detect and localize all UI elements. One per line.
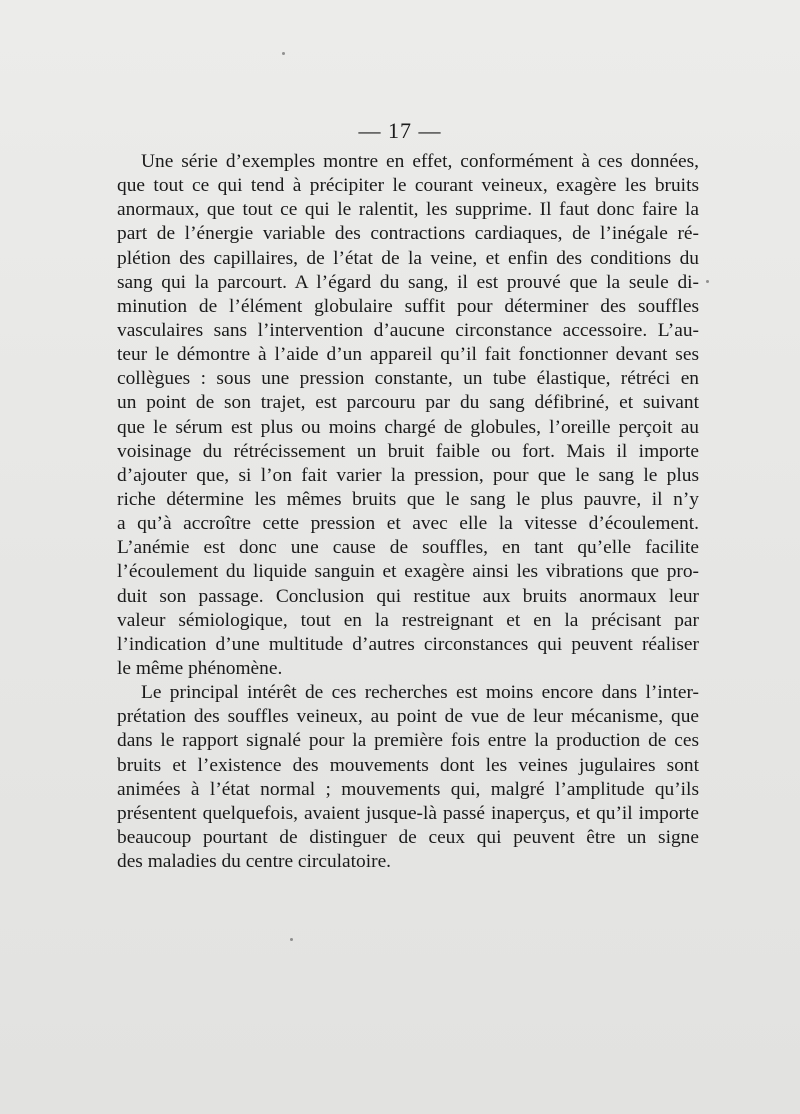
speck-mark [282,52,285,55]
body-text [117,150,699,874]
text-line: vasculaires sans l’intervention d’aucune circonstance accessoire. L’au- [117,319,699,341]
text-line: a qu’à accroître cette pression et avec elle la vitesse d’écoulement. [117,513,699,535]
text-line: dans le rapport signalé pour la première fois entre la production de ces [117,730,699,752]
text-line: riche détermine les mêmes bruits que le sang le plus pauvre, il n’y [117,488,699,510]
text-line: plétion des capillaires, de l’état de la veine, et enfin des conditions du [117,247,699,269]
text-line: L’anémie est donc une cause de souffles, en tant qu’elle facilite [117,537,699,559]
text-line: Une série d’exemples montre en effet, conformément à ces données, [141,151,699,172]
text-line: que le sérum est plus ou moins chargé de globules, l’oreille perçoit au [117,416,699,438]
speck-mark [706,280,709,283]
text-line: minution de l’élément globulaire suffit pour déterminer des souffles [117,295,699,317]
speck-mark [290,938,293,941]
text-line: part de l’énergie variable des contractions cardiaques, de l’inégale ré- [117,223,699,245]
text-line: duit son passage. Conclusion qui restitue aux bruits anormaux leur [117,585,699,607]
text-line: animées à l’état normal ; mouvements qui, malgré l’amplitude qu’ils [117,778,699,800]
paragraph-2 [117,681,699,874]
text-line: sang qui la parcourt. A l’égard du sang, il est prouvé que la seule di- [117,271,699,293]
text-line: l’indication d’une multitude d’autres circonstances qui peuvent réaliser [117,633,699,655]
text-line: anormaux, que tout ce qui le ralentit, les supprime. Il faut donc faire la [117,199,699,221]
text-line: prétation des souffles veineux, au point de vue de leur mécanisme, que [117,706,699,728]
text-line: d’ajouter que, si l’on fait varier la pression, pour que le sang le plus [117,464,699,486]
text-line: présentent quelquefois, avaient jusque-là passé inaperçus, et qu’il importe [117,802,699,824]
text-line: teur le démontre à l’aide d’un appareil qu’il fait fonctionner devant ses [117,344,699,366]
text-line: Le principal intérêt de ces recherches est moins encore dans l’inter- [141,682,699,704]
text-line: que tout ce qui tend à précipiter le courant veineux, exagère les bruits [117,175,699,197]
text-line: bruits et l’existence des mouvements dont les veines jugulaires sont [117,754,699,776]
text-line: beaucoup pourtant de distinguer de ceux qui peuvent être un signe [117,826,699,848]
text-line: le même phénomène. [117,657,283,679]
text-line: collègues : sous une pression constante, un tube élastique, rétréci en [117,368,699,390]
text-line: l’écoulement du liquide sanguin et exagère ainsi les vibrations que pro- [117,561,699,583]
text-line: valeur sémiologique, tout en la restreignant et en la précisant par [117,609,699,631]
text-line: un point de son trajet, est parcouru par du sang défibriné, et suivant [117,392,699,414]
page-number: — 17 — [358,118,442,143]
text-line: des maladies du centre circulatoire. [117,851,392,873]
text-line: voisinage du rétrécissement un bruit faible ou fort. Mais il importe [117,440,699,462]
paragraph-1 [117,150,699,681]
